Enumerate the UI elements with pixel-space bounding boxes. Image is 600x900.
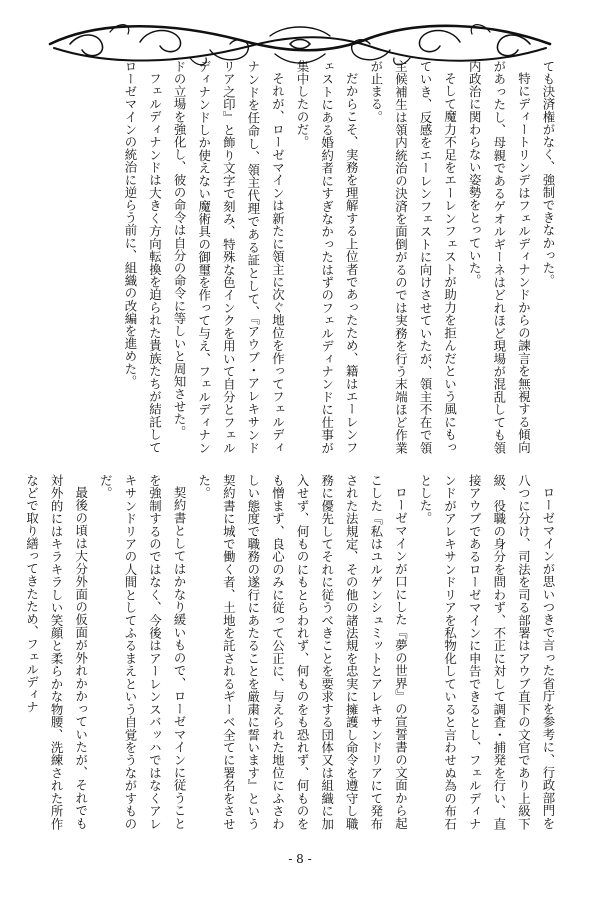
paragraph: 最後の頃は大分外面の仮面が外れかかっていたが、それでも対外的にはキラキラしい笑顔と柔らかな物腰、洗練された所作などで取り繕ってきたため、フェルディナ	[24, 474, 89, 830]
page-number: - 8 -	[288, 852, 312, 866]
upper-text-block	[40, 60, 560, 454]
paragraph: フェルディナンドは大きく方向転換を迫られた貴族たちが結託してローゼマインの統治に逆らう前に、組織の改編を進めた。	[122, 60, 163, 454]
paragraph: ローゼマインが思いつきで言った省庁を参考に、行政部門を八つに分け、司法を司る部署はアウブ直下の文官であり上級下級、役職の身分を問わず、不正に対して調査・捕発を行い、直接アウブであるローゼマインに申告できるとし、フェルディナンドがアレキサンドリアを私物化していると言わせぬ為の布石とした。	[418, 474, 556, 830]
paragraph: だからこそ、実務を理解する上位者であったため、籍はエーレンフェストにある婚約者にすぎなかったはずのフェルディナンドに仕事が集中したのだ。	[295, 60, 360, 454]
paragraph: 特にディートリンデはフェルディナンドからの諫言を無視する傾向があったし、母親であるゲオルギーネはどれほど現場が混乱しても領内政治に関わらない姿勢をとっていた。	[467, 60, 532, 454]
paragraph: ても決済権がなく、強制できなかった。	[541, 60, 556, 287]
paragraph: それが、ローゼマインは新たに領主に次ぐ地位を作ってフェルディナンドを任命し、領主代理である証として、『アウブ・アレキサンドリア之印』と飾り文字で刻み、特殊な色インクを用いて自分とフェルディナンドしか使えない魔術具の御璽を作って与え、フェルディナンドの立場を強化し、彼の命令は自分の命令に等しいと周知させた。	[172, 60, 286, 454]
paragraph: ローゼマインが口にした『夢の世界』の宣誓書の文面から起こした『私はユルゲンシュミットとアレキサンドリアにて発布された法規定、その他の諸法規を忠実に擁護し命令を遵守し職務に優先してそれに従うべきことを要求する団体又は組織に加入せず、何ものにもとらわれず、何ものをも恐れず、何ものをも憎まず、良心のみに従って公正に、与えられた地位にふさわしい態度で職務の遂行にあたることを厳粛に誓います』という契約書に城で働く者、土地を託されるギーベ全てに署名をさせた。	[196, 474, 409, 830]
paragraph: 契約書としてはかなり緩いもので、ローゼマインに従うことを強制するのではなく、今後はアーレンスバッハではなくアレキサンドリアの人間としてふるまえという自覚をうながすものだ。	[98, 474, 188, 830]
paragraph: そして魔力不足をエーレンフェストが助力を拒んだという風にもっていき、反感をエーレンフェストに向けさせていたが、領主不在で領主候補生は領内統治の決済を面倒がるのでは実務を行う末端ほど作業が止まる。	[368, 60, 458, 454]
lower-text-block	[24, 474, 560, 830]
